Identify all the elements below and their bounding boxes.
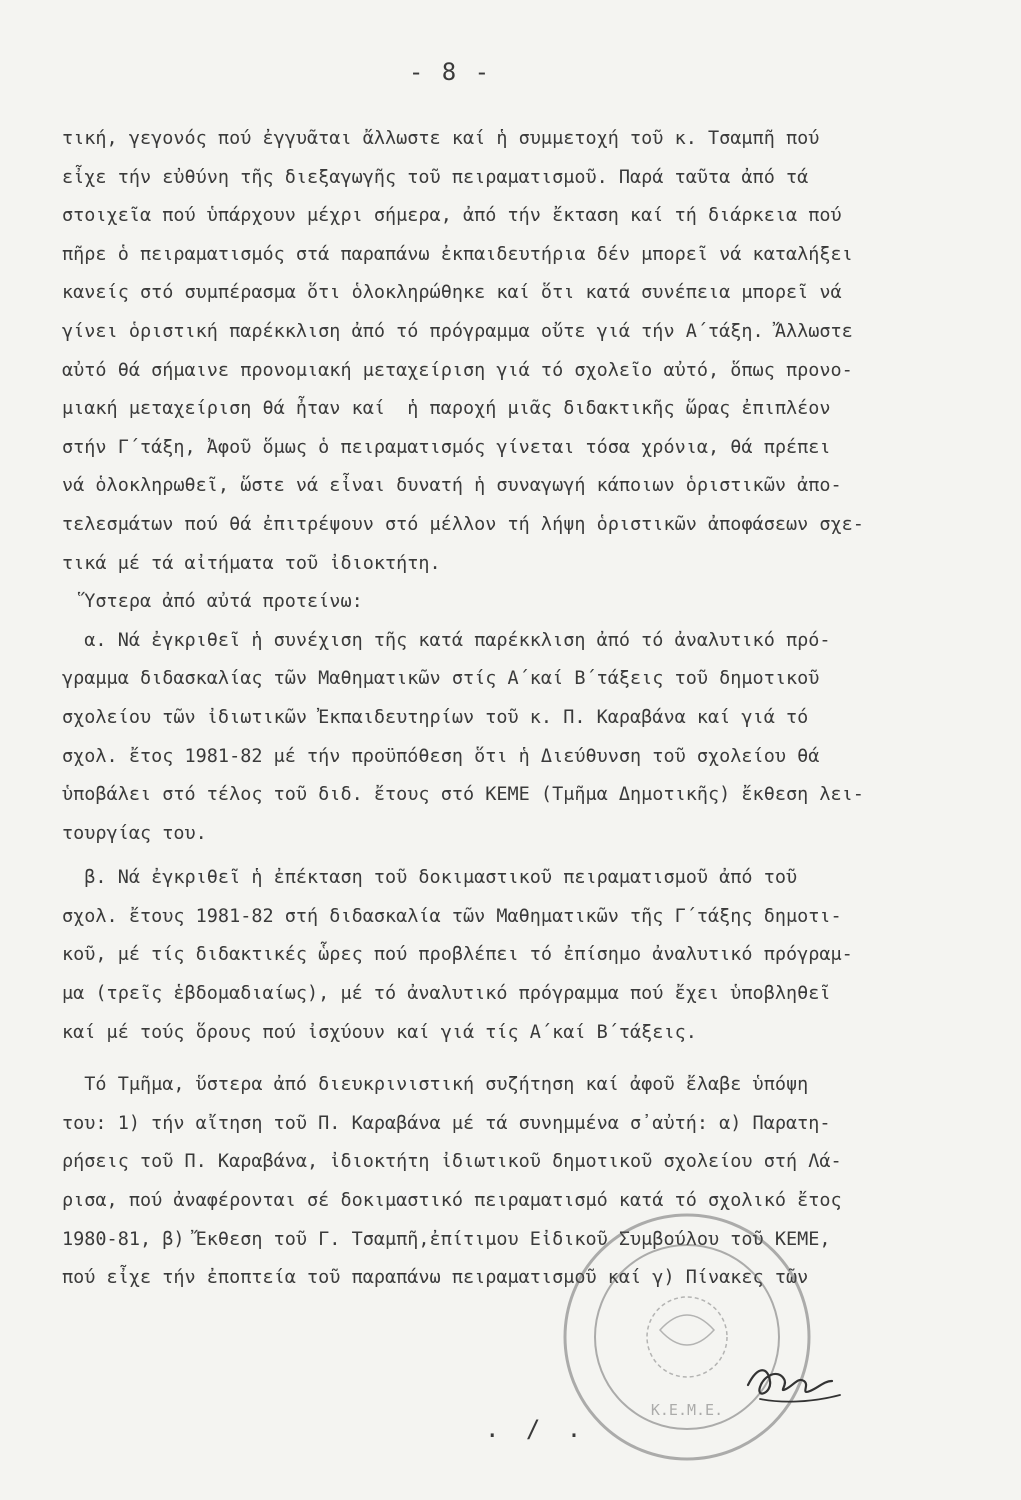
text-line: Ὕστερα ἀπό αὐτά προτείνω: xyxy=(62,591,363,613)
text-line: κανείς στό συμπέρασμα ὅτι ὁλοκληρώθηκε καί ὅτι κατά συνέπεια μπορεῖ νά xyxy=(62,282,842,304)
text-line: σχολείου τῶν ἰδιωτικῶν Ἐκπαιδευτηρίων τοῦ κ. Π. Καραβάνα καί γιά τό xyxy=(62,706,809,728)
text-line: σχολ. ἔτος 1981-82 μέ τήν προϋπόθεση ὅτι ἡ Διεύθυνση τοῦ σχολείου θά xyxy=(62,745,820,767)
text-line: στήν Γ΄τάξη, Ἀφοῦ ὅμως ὁ πειραματισμός γίνεται τόσα χρόνια, θά πρέπει xyxy=(62,436,831,458)
signature xyxy=(740,1355,850,1415)
text-line: σχολ. ἔτους 1981-82 στή διδασκαλία τῶν Μαθηματικῶν τῆς Γ΄τάξης δημοτι- xyxy=(62,905,842,927)
text-line: ὑποβάλει στό τέλος τοῦ διδ. ἔτους στό ΚΕΜΕ (Τμῆμα Δημοτικῆς) ἔκθεση λει- xyxy=(62,784,864,806)
text-line: καί μέ τούς ὅρους πού ἰσχύουν καί γιά τίς Α΄καί Β΄τάξεις. xyxy=(62,1021,697,1043)
text-line: μιακή μεταχείριση θά ἦταν καί ἡ παροχή μιᾶς διδακτικῆς ὥρας ἐπιπλέον xyxy=(62,398,831,420)
text-line: πού εἶχε τήν ἐποπτεία τοῦ παραπάνω πειραματισμοῦ καί γ) Πίνακες τῶν xyxy=(62,1267,809,1289)
text-line: α. Νά ἐγκριθεῖ ἡ συνέχιση τῆς κατά παρέκκλιση ἀπό τό ἀναλυτικό πρό- xyxy=(62,629,831,651)
text-line: αὐτό θά σήμαινε προνομιακή μεταχείριση γιά τό σχολεῖο αὐτό, ὅπως προνο- xyxy=(62,359,853,381)
text-line: του: 1) τήν αἴτηση τοῦ Π. Καραβάνα μέ τά συνημμένα σ᾽αὐτή: α) Παρατη- xyxy=(62,1112,831,1134)
stamp-label: Κ.Ε.Μ.Ε. xyxy=(650,1401,724,1419)
text-line: ρισα, πού ἀναφέρονται σέ δοκιμαστικό πειραματισμό κατά τό σχολικό ἔτος xyxy=(62,1190,842,1212)
text-line: γίνει ὁριστική παρέκκλιση ἀπό τό πρόγραμμα οὔτε γιά τήν Α΄τάξη. Ἄλλωστε xyxy=(62,320,853,342)
text-line: στοιχεῖα πού ὑπάρχουν μέχρι σήμερα, ἀπό τήν ἔκταση καί τή διάρκεια πού xyxy=(62,205,842,227)
text-line: Τό Τμῆμα, ὕστερα ἀπό διευκρινιστική συζήτηση καί ἀφοῦ ἔλαβε ὑπόψη xyxy=(62,1074,809,1096)
text-line: 1980-81, β) Ἔκθεση τοῦ Γ. Τσαμπῆ,ἐπίτιμου Εἰδικοῦ Συμβούλου τοῦ ΚΕΜΕ, xyxy=(62,1228,831,1250)
text-line: γραμμα διδασκαλίας τῶν Μαθηματικῶν στίς Α΄καί Β΄τάξεις τοῦ δημοτικοῦ xyxy=(62,668,820,690)
text-line: ρήσεις τοῦ Π. Καραβάνα, ἰδιοκτήτη ἰδιωτικοῦ δημοτικοῦ σχολείου στή Λά- xyxy=(62,1151,842,1173)
text-line: νά ὁλοκληρωθεῖ, ὥστε νά εἶναι δυνατή ἡ συναγωγή κάποιων ὁριστικῶν ἀπο- xyxy=(62,475,842,497)
body-text xyxy=(62,120,982,1298)
text-line: τική, γεγονός πού ἐγγυᾶται ἄλλωστε καί ἡ συμμετοχή τοῦ κ. Τσαμπῆ πού xyxy=(62,128,820,149)
text-line: κοῦ, μέ τίς διδακτικές ὧρες πού προβλέπει τό ἐπίσημο ἀναλυτικό πρόγραμ- xyxy=(62,944,853,966)
text-line: τουργίας του. xyxy=(62,822,207,844)
text-line: μα (τρεῖς ἑβδομαδιαίως), μέ τό ἀναλυτικό πρόγραμμα πού ἔχει ὑποβληθεῖ xyxy=(62,983,831,1005)
text-line: τελεσμάτων πού θά ἐπιτρέψουν στό μέλλον τή λήψη ὁριστικῶν ἀποφάσεων σχε- xyxy=(62,513,864,535)
official-stamp xyxy=(560,1210,815,1465)
text-line: πῆρε ὁ πειραματισμός στά παραπάνω ἐκπαιδευτήρια δέν μπορεῖ νά καταλήξει xyxy=(62,243,853,265)
page-number: - 8 - xyxy=(408,58,492,86)
text-line: τικά μέ τά αἰτήματα τοῦ ἰδιοκτήτη. xyxy=(62,552,441,574)
text-line: β. Νά ἐγκριθεῖ ἡ ἐπέκταση τοῦ δοκιμαστικοῦ πειραματισμοῦ ἀπό τοῦ xyxy=(62,867,798,889)
text-line: εἶχε τήν εὐθύνη τῆς διεξαγωγῆς τοῦ πειραματισμοῦ. Παρά ταῦτα ἀπό τά xyxy=(62,166,809,188)
continuation-mark: . / . xyxy=(485,1415,588,1443)
